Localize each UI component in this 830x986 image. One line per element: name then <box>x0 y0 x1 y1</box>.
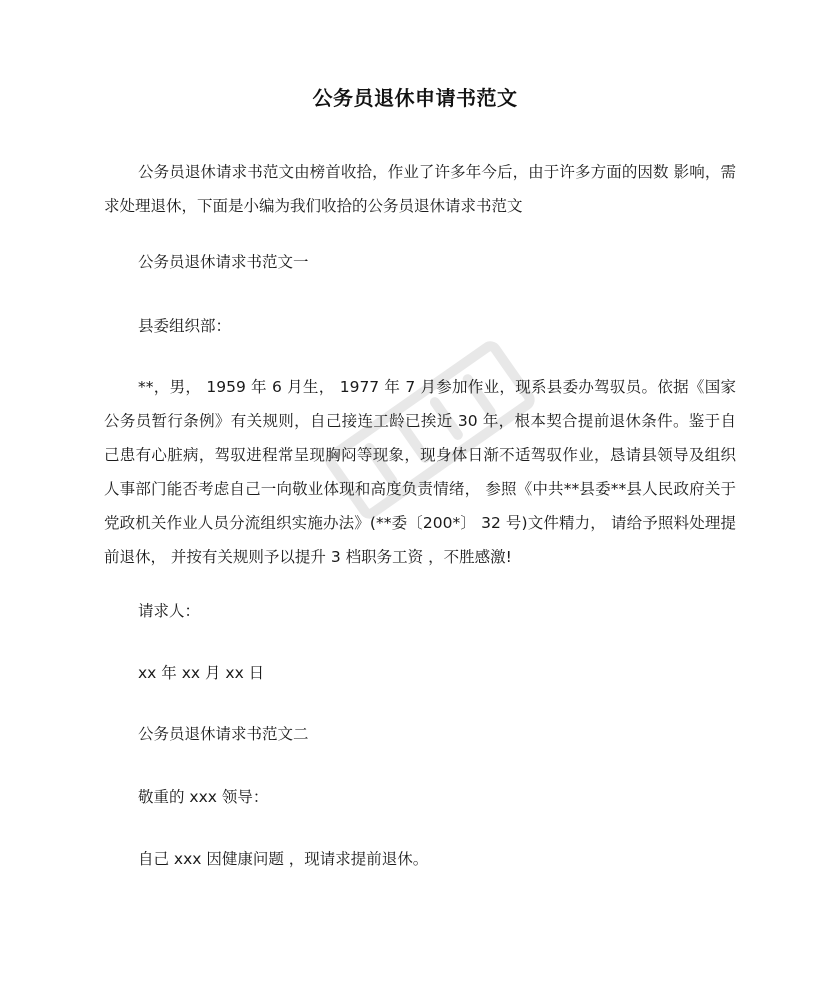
date-line: xx 年 xx 月 xx 日 <box>138 664 265 682</box>
body-paragraph-2: 自己 xxx 因健康问题 ，现请求提前退休。 <box>138 850 429 868</box>
intro-paragraph: 公务员退休请求书范文由榜首收拾，作业了许多年今后，由于许多方面的因数 影响，需求处理退休，下面是小编为我们收拾的公务员退休请求书范文 <box>104 163 736 215</box>
sample-1-heading: 公务员退休请求书范文一 <box>138 253 309 271</box>
salutation-2: 敬重的 xxx 领导： <box>138 788 269 806</box>
sample-2-heading: 公务员退休请求书范文二 <box>138 725 309 743</box>
requester-label: 请求人： <box>138 602 201 620</box>
body-paragraph-1: **，男， 1959 年 6 月生， 1977 年 7 月参加作业，现系县委办驾驭员。依据《国家公务员暂行条例》有关规则，自己接连工龄已挨近 30 年，根本契合提前退休条件。鉴于自己患有心脏病，驾驭进程常呈现胸闷等现象，现身体日渐不适驾驭作业，恳请县领导及组织人事部门能否考虑自己一向敬业体现和高度负责情绪， 参照《中共**县委**县人民政府关于党政机关作业人员分流组织实施办法》(**委〔200*〕 32 号)文件精力， 请给予照料处理提前退休， 并按有关规则予以提升 3 档职务工资 ，不胜感激! <box>104 378 736 566</box>
document-title: 公务员退休申请书范文 <box>312 86 518 110</box>
salutation-1: 县委组织部： <box>138 317 232 335</box>
